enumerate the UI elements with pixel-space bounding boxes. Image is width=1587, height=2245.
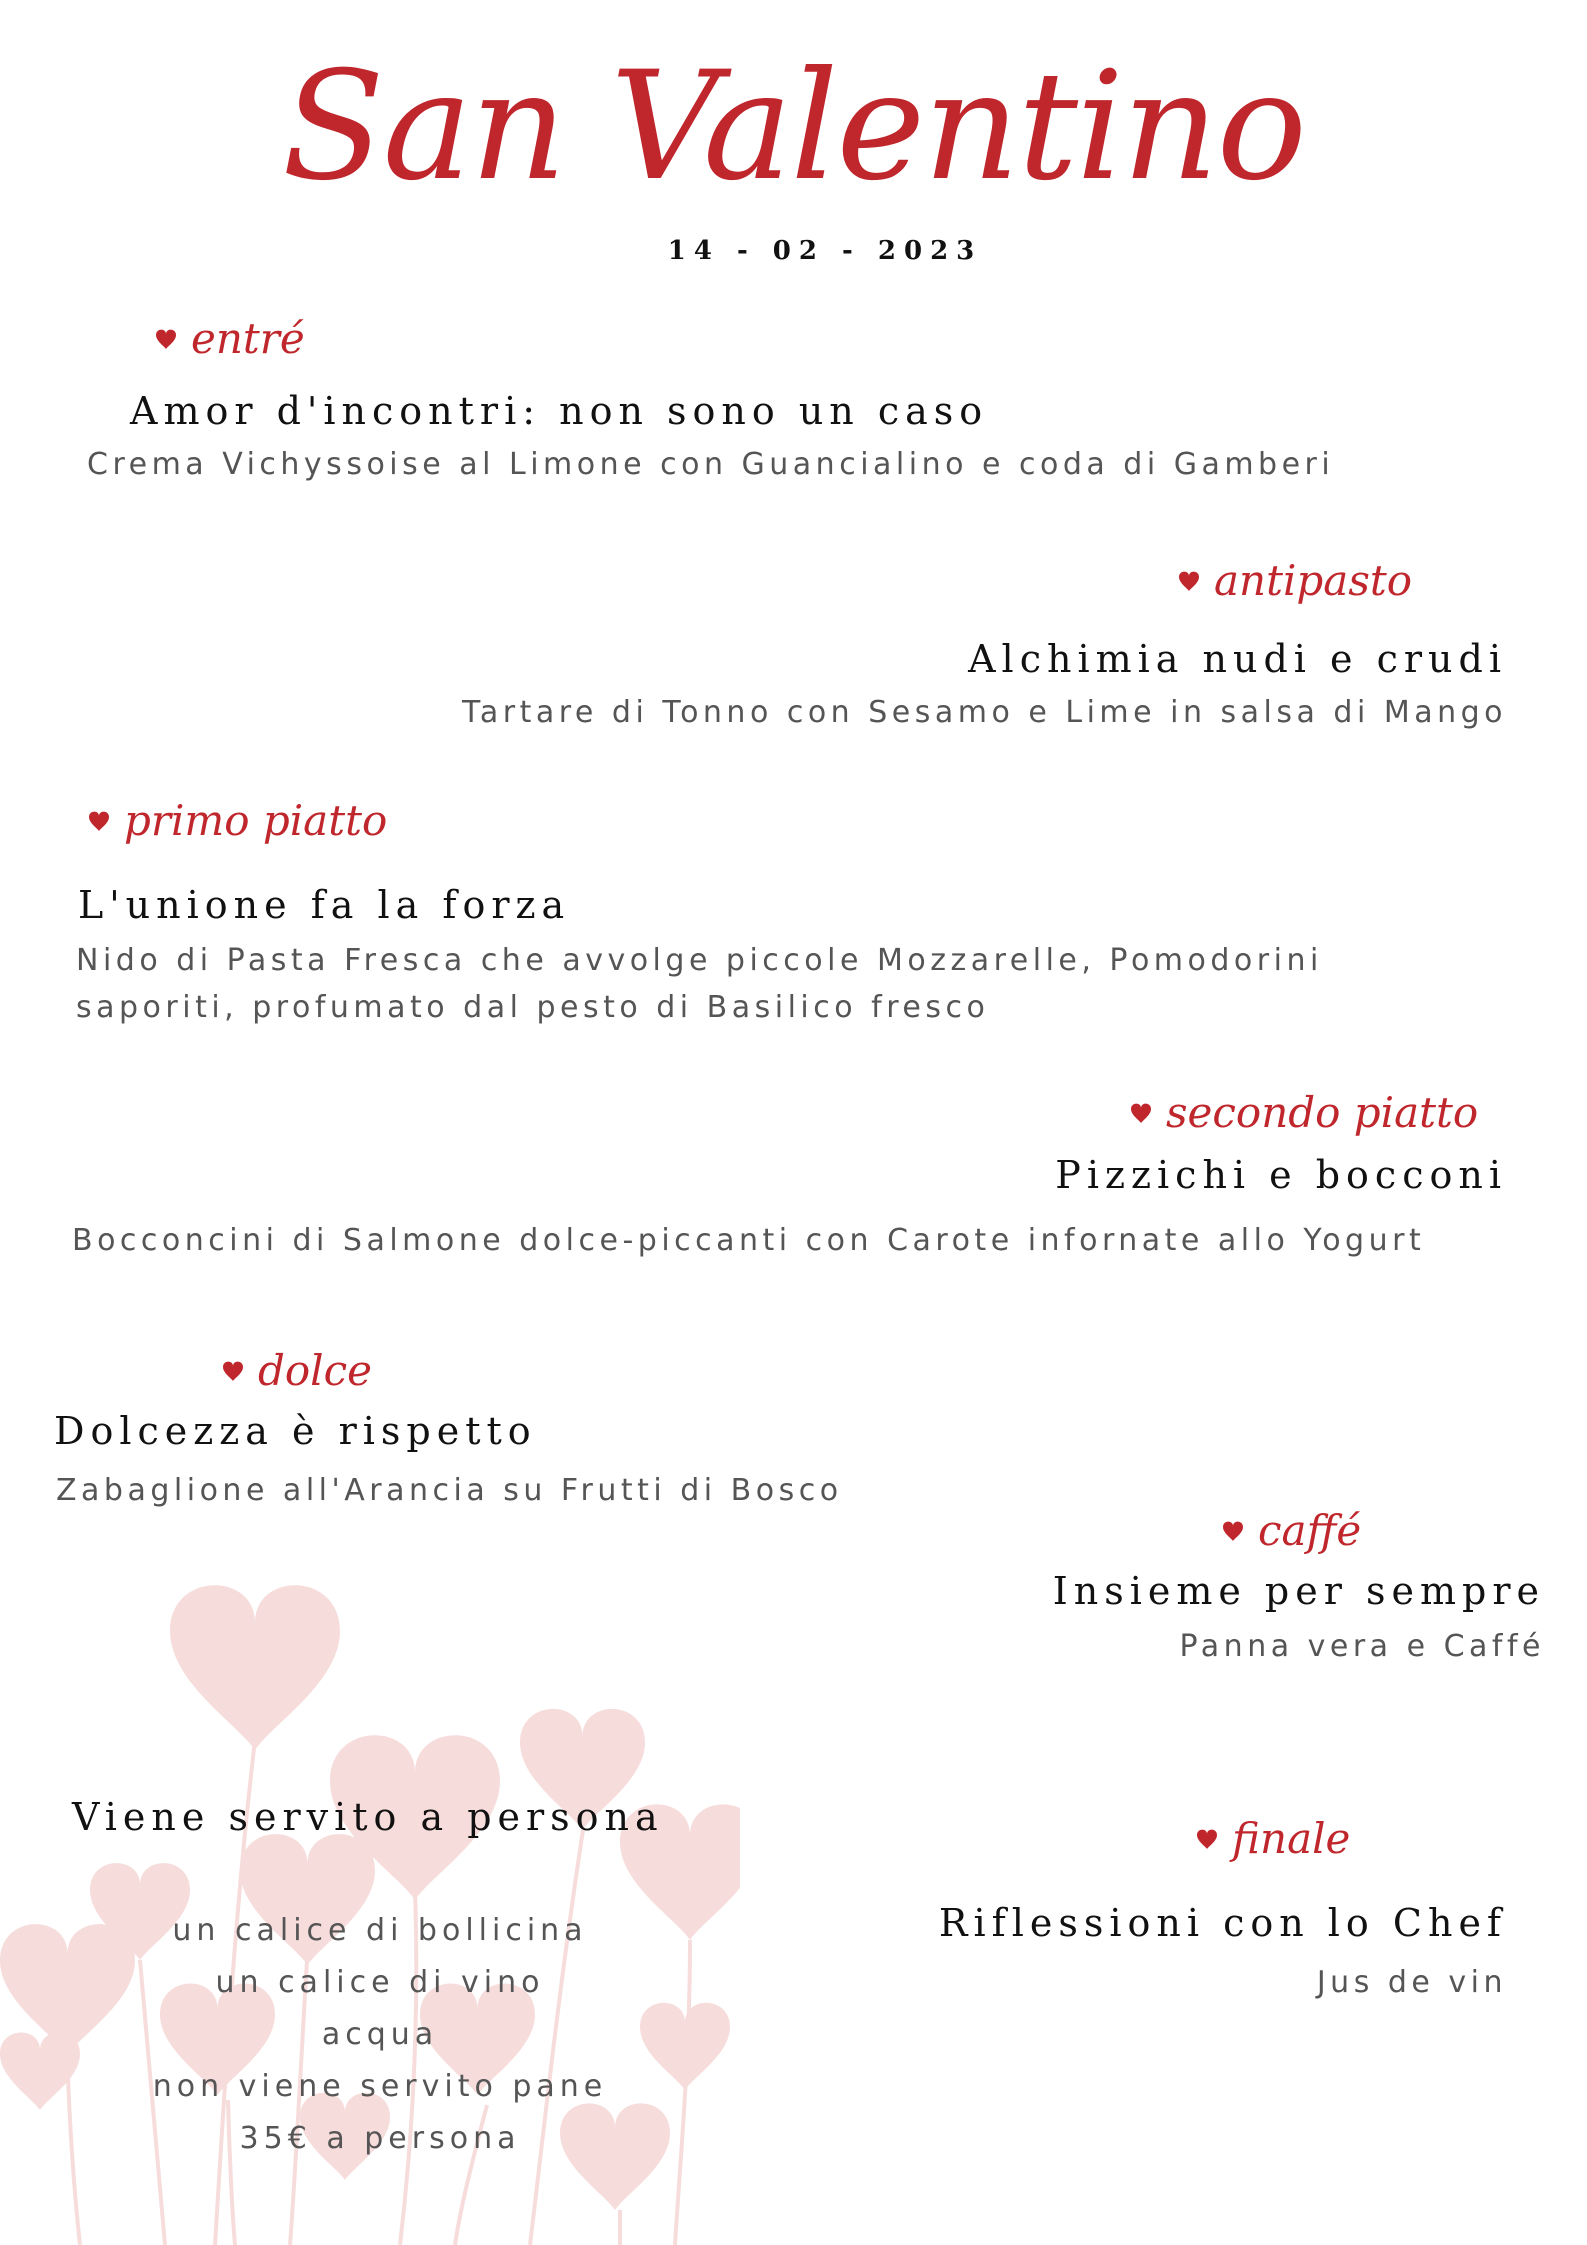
- list-item: non viene servito pane: [152, 2069, 608, 2104]
- dish-title: Amor d'incontri: non sono un caso: [130, 389, 989, 433]
- dish-description: Crema Vichyssoise al Limone con Guancialino e coda di Gamberi: [87, 447, 1335, 482]
- category-entre: [155, 314, 305, 363]
- dish-description: Zabaglione all'Arancia su Frutti di Bosco: [56, 1473, 843, 1508]
- category-label: secondo piatto: [1166, 1088, 1479, 1137]
- category-secondo-piatto: [1130, 1088, 1479, 1137]
- dish-description: Bocconcini di Salmone dolce-piccanti con Carote infornate allo Yogurt: [72, 1223, 1426, 1258]
- category-label: caffé: [1258, 1506, 1362, 1555]
- dish-title: Dolcezza è rispetto: [54, 1409, 537, 1453]
- dish-title: Alchimia nudi e crudi: [968, 637, 1507, 681]
- description-line: saporiti, profumato dal pesto di Basilico fresco: [76, 989, 990, 1025]
- served-list: [100, 1905, 660, 2165]
- heart-icon: [1178, 571, 1200, 591]
- list-item: un calice di bollicina: [172, 1913, 588, 1948]
- category-dolce: [222, 1346, 372, 1395]
- heart-icon: [1196, 1829, 1218, 1849]
- category-primo-piatto: [88, 796, 388, 845]
- dish-title: Riflessioni con lo Chef: [938, 1901, 1507, 1945]
- menu-date: 14 - 02 - 2023: [667, 236, 983, 266]
- list-item: 35€ a persona: [239, 2121, 521, 2156]
- category-label: finale: [1232, 1814, 1351, 1863]
- category-antipasto: [1178, 556, 1413, 605]
- description-line: Nido di Pasta Fresca che avvolge piccole Mozzarelle, Pomodorini: [76, 943, 1323, 978]
- category-label: antipasto: [1214, 556, 1413, 605]
- dish-title: Pizzichi e bocconi: [1055, 1153, 1507, 1197]
- heart-icon: [155, 329, 177, 349]
- served-title: Viene servito a persona: [72, 1795, 664, 1839]
- dish-description: [76, 938, 1323, 1031]
- menu-title: San Valentino: [282, 40, 1305, 214]
- category-label: dolce: [258, 1346, 372, 1395]
- list-item: un calice di vino: [215, 1965, 545, 2000]
- category-caffe: [1222, 1506, 1362, 1555]
- dish-title: Insieme per sempre: [1052, 1569, 1545, 1613]
- dish-description: Panna vera e Caffé: [1179, 1629, 1545, 1664]
- heart-icon: [1130, 1103, 1152, 1123]
- dish-description: Jus de vin: [1316, 1965, 1507, 2000]
- dish-title: L'unione fa la forza: [78, 883, 571, 927]
- category-label: entré: [191, 314, 305, 363]
- category-finale: [1196, 1814, 1351, 1863]
- heart-icon: [1222, 1521, 1244, 1541]
- heart-icon: [88, 811, 110, 831]
- list-item: acqua: [321, 2017, 439, 2052]
- dish-description: Tartare di Tonno con Sesamo e Lime in salsa di Mango: [462, 695, 1507, 730]
- category-label: primo piatto: [124, 796, 388, 845]
- heart-icon: [222, 1361, 244, 1381]
